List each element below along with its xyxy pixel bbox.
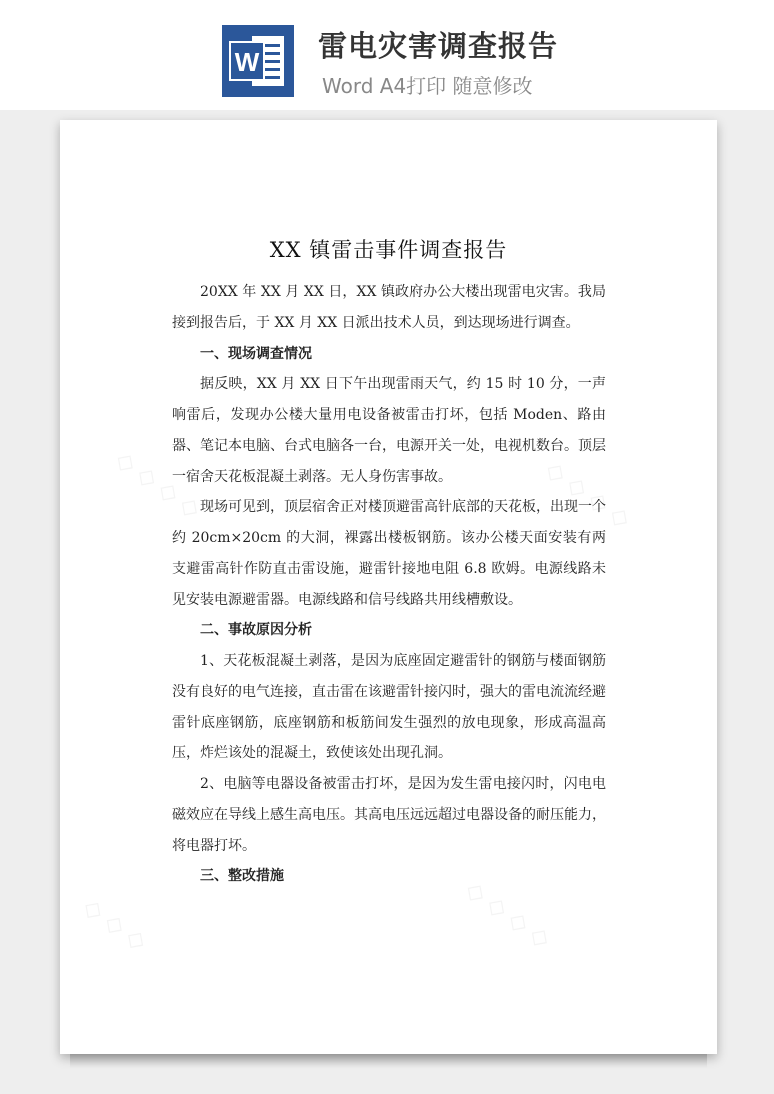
heading-rectification: 三、整改措施	[200, 868, 284, 885]
header-banner	[0, 0, 774, 110]
paragraph-site-observation: 现场可见到，顶层宿舍正对楼顶避雷高针底部的天花板，出现一个约 20cm×20cm 的大洞，裸露出楼板钢筋。该办公楼天面安装有两支避雷高针作防直击雷设施，避雷针接地电阻 6.8 欧姆。电源线路未见安装电源避雷器。电源线路和信号线路共用线槽敷设。	[172, 499, 606, 608]
paragraph-intro: 20XX 年 XX 月 XX 日，XX 镇政府办公大楼出现雷电灾害。我局接到报告后，于 XX 月 XX 日派出技术人员，到达现场进行调查。	[172, 284, 606, 331]
paragraph-cause-1: 1、天花板混凝土剥落，是因为底座固定避雷针的钢筋与楼面钢筋没有良好的电气连接，直击雷在该避雷针接闪时，强大的雷电流流经避雷针底座钢筋，底座钢筋和板筋间发生强烈的放电现象，形成高温高压，炸烂该处的混凝土，致使该处出现孔洞。	[172, 653, 606, 762]
page-shadow	[70, 1054, 707, 1068]
document-title: XX 镇雷击事件调查报告	[269, 238, 508, 262]
document-body	[172, 277, 606, 892]
header-title: 雷电灾害调查报告	[318, 29, 559, 63]
heading-site-investigation: 一、现场调查情况	[200, 345, 312, 362]
paragraph-cause-2: 2、电脑等电器设备被雷击打坏，是因为发生雷电接闪时，闪电电磁效应在导线上感生高电压。其高电压远远超过电器设备的耐压能力，将电器打坏。	[172, 776, 606, 854]
word-icon-letter: W	[234, 47, 260, 77]
word-icon	[222, 25, 294, 97]
header-subtitle: Word A4打印 随意修改	[322, 74, 533, 98]
watermark	[78, 892, 152, 955]
heading-cause-analysis: 二、事故原因分析	[200, 622, 312, 639]
paragraph-report: 据反映，XX 月 XX 日下午出现雷雨天气，约 15 时 10 分，一声响雷后，发现办公楼大量用电设备被雷击打坏，包括 Moden、路由器、笔记本电脑、台式电脑各一台，电源开关一处，电视机数台。顶层一宿舍天花板混凝土剥落。无人身伤害事故。	[172, 376, 606, 485]
document-page	[60, 120, 717, 1054]
